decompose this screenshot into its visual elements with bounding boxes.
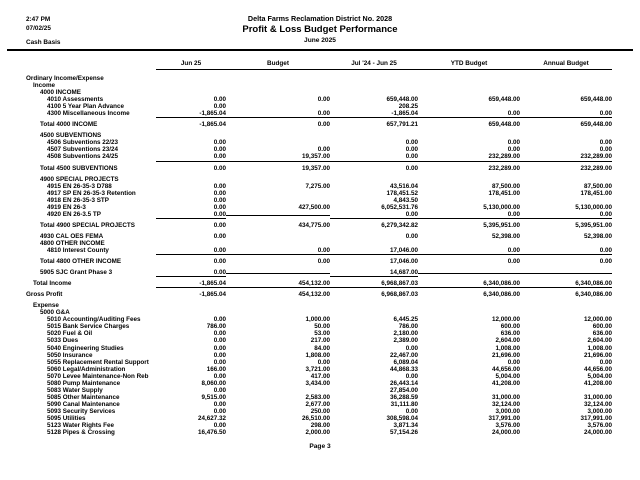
- amount-cell: 12,000.00: [583, 316, 612, 324]
- report-row: [26, 176, 612, 183]
- amount-cell: 6,279,342.82: [381, 221, 418, 229]
- spacer-cell: [26, 60, 156, 70]
- header-rule: [7, 49, 633, 51]
- account-label: 5123 Water Rights Fee: [47, 422, 114, 430]
- amount-cell: 24,000.00: [491, 429, 520, 437]
- amount-cell: 0.00: [317, 146, 330, 154]
- amount-cell: -1,865.04: [330, 110, 418, 118]
- report-period: June 2025: [304, 37, 336, 45]
- amount-cell: 786.00: [398, 323, 418, 331]
- amount-cell: 0.00: [213, 258, 226, 266]
- account-label: 4507 Subventions 23/24: [47, 146, 119, 154]
- accounting-basis: Cash Basis: [26, 39, 61, 46]
- amount-cell: 0.00: [213, 164, 226, 172]
- amount-cell: 3,000.00: [495, 407, 520, 415]
- report-row: [26, 380, 612, 387]
- amount-cell: 24,627.32: [197, 414, 226, 422]
- amount-cell: 0.00: [156, 153, 226, 161]
- amount-cell: 3,576.00: [587, 422, 612, 430]
- account-label: 5070 Levee Maintenance-Non Reb: [47, 372, 149, 380]
- account-label: Income: [33, 82, 56, 90]
- account-label: 5055 Replacement Rental Support: [47, 358, 149, 366]
- amount-cell: 232,289.00: [520, 153, 612, 161]
- amount-cell: 0.00: [213, 196, 226, 204]
- amount-cell: 0.00: [330, 211, 418, 219]
- amount-cell: 0.00: [213, 189, 226, 197]
- report-row: [26, 132, 612, 139]
- amount-cell: 32,124.00: [583, 400, 612, 408]
- account-label: 4915 EN 26-35-3 D788: [47, 182, 112, 190]
- amount-cell: 31,000.00: [491, 393, 520, 401]
- amount-cell: 5,395,951.00: [575, 221, 612, 229]
- amount-cell: 0.00: [156, 247, 226, 255]
- amount-cell: 87,500.00: [491, 182, 520, 190]
- amount-cell: 0.00: [520, 247, 612, 255]
- amount-cell: 659,448.00: [488, 121, 520, 129]
- amount-cell: 50.00: [314, 323, 330, 331]
- amount-cell: 786.00: [206, 323, 226, 331]
- amount-cell: 0.00: [599, 146, 612, 154]
- amount-cell: 0.00: [213, 139, 226, 147]
- account-label: 5090 Canal Maintenance: [47, 400, 120, 408]
- column-headers: [26, 60, 612, 70]
- amount-cell: 8,060.00: [201, 379, 226, 387]
- report-row: [26, 359, 612, 366]
- report-row: [26, 233, 612, 240]
- account-label: 5128 Pipes & Crossing: [47, 429, 115, 437]
- amount-cell: 0.00: [405, 139, 418, 147]
- report-row: [26, 345, 612, 352]
- amount-cell: 600.00: [592, 323, 612, 331]
- amount-cell: 0.00: [330, 153, 418, 161]
- amount-cell: 0.00: [213, 232, 226, 240]
- account-label: 4100 5 Year Plan Advance: [47, 103, 125, 111]
- report-body: [26, 75, 612, 436]
- company-name: Delta Farms Reclamation District No. 2028: [247, 14, 393, 23]
- account-label: 4300 Miscellaneous Income: [47, 110, 130, 118]
- report-row: [26, 165, 612, 172]
- amount-cell: [226, 215, 330, 216]
- report-row: [26, 247, 612, 254]
- amount-cell: 178,451.00: [580, 189, 612, 197]
- report-row: [26, 146, 612, 153]
- account-label: 4930 CAL OES FEMA: [40, 232, 104, 240]
- amount-cell: 0.00: [599, 358, 612, 366]
- amount-cell: 659,448.00: [386, 96, 418, 104]
- amount-cell: 166.00: [206, 365, 226, 373]
- amount-cell: 52,398.00: [491, 232, 520, 240]
- amount-cell: 2,677.00: [305, 400, 330, 408]
- amount-cell: 0.00: [226, 247, 330, 255]
- amount-cell: 3,721.00: [305, 365, 330, 373]
- amount-cell: 0.00: [213, 146, 226, 154]
- amount-cell: 41,208.00: [491, 379, 520, 387]
- amount-cell: 5,004.00: [495, 372, 520, 380]
- amount-cell: 636.00: [500, 330, 520, 338]
- amount-cell: 178,451.00: [488, 189, 520, 197]
- amount-cell: 298.00: [310, 422, 330, 430]
- amount-cell: 0.00: [520, 211, 612, 219]
- amount-cell: 0.00: [213, 422, 226, 430]
- column-header-ytd-budget: YTD Budget: [418, 60, 520, 70]
- amount-cell: 0.00: [213, 182, 226, 190]
- amount-cell: 0.00: [213, 221, 226, 229]
- account-label: Total 4900 SPECIAL PROJECTS: [40, 221, 135, 229]
- report-row: [26, 316, 612, 323]
- amount-cell: 0.00: [213, 103, 226, 111]
- report-row: [26, 422, 612, 429]
- amount-cell: 6,445.25: [393, 316, 418, 324]
- amount-cell: 0.00: [405, 372, 418, 380]
- report-row: [26, 197, 612, 204]
- amount-cell: 19,357.00: [226, 153, 330, 161]
- report-row: [26, 190, 612, 197]
- account-label: Gross Profit: [26, 291, 63, 299]
- report-row: [26, 291, 612, 298]
- report-title: Profit & Loss Budget Performance: [242, 24, 398, 36]
- account-label: 5020 Fuel & Oil: [47, 330, 93, 338]
- account-label: 5095 Utilities: [47, 414, 86, 422]
- report-row: [26, 121, 612, 128]
- account-label: 4918 EN 26-35-3 STP: [47, 196, 109, 204]
- report-row: [26, 401, 612, 408]
- account-label: 4010 Assessments: [47, 96, 104, 104]
- account-label: 5033 Dues: [47, 337, 79, 345]
- amount-cell: 0.00: [213, 203, 226, 211]
- amount-cell: 0.00: [405, 407, 418, 415]
- report-row: [26, 415, 612, 422]
- amount-cell: 52,398.00: [583, 232, 612, 240]
- report-title-block: [0, 15, 640, 45]
- amount-cell: 3,000.00: [587, 407, 612, 415]
- amount-cell: -1,865.04: [156, 280, 226, 288]
- report-row: [26, 183, 612, 190]
- report-row: [26, 240, 612, 247]
- amount-cell: 2,180.00: [393, 330, 418, 338]
- account-label: Total 4000 INCOME: [40, 121, 98, 129]
- account-label: Total 4800 OTHER INCOME: [40, 258, 122, 266]
- amount-cell: 178,451.52: [386, 189, 418, 197]
- report-row: [26, 429, 612, 436]
- amount-cell: 5,004.00: [587, 372, 612, 380]
- amount-cell: 0.00: [507, 139, 520, 147]
- account-label: 5083 Water Supply: [47, 386, 103, 394]
- report-row: [26, 222, 612, 229]
- amount-cell: 3,576.00: [495, 422, 520, 430]
- report-row: [26, 302, 612, 309]
- amount-cell: 1,008.00: [587, 344, 612, 352]
- amount-cell: 0.00: [317, 121, 330, 129]
- amount-cell: 6,089.04: [393, 358, 418, 366]
- amount-cell: 16,476.50: [197, 429, 226, 437]
- amount-cell: 2,389.00: [393, 337, 418, 345]
- generated-date: 07/02/25: [26, 25, 51, 32]
- amount-cell: 0.00: [507, 358, 520, 366]
- amount-cell: 454,132.00: [226, 280, 330, 288]
- account-label: 5093 Security Services: [47, 407, 116, 415]
- amount-cell: 0.00: [405, 344, 418, 352]
- amount-cell: 57,154.26: [389, 429, 418, 437]
- report-row: [26, 75, 612, 82]
- account-label: Expense: [33, 302, 59, 310]
- amount-cell: -1,865.04: [199, 121, 226, 129]
- amount-cell: 53.00: [314, 330, 330, 338]
- report-row: [26, 352, 612, 359]
- amount-cell: 2,604.00: [587, 337, 612, 345]
- account-label: 5015 Bank Service Charges: [47, 323, 130, 331]
- amount-cell: 14,687.00: [330, 269, 418, 277]
- report-row: [26, 330, 612, 337]
- amount-cell: 6,340,086.00: [483, 291, 520, 299]
- amount-cell: 0.00: [213, 344, 226, 352]
- report-row: [26, 258, 612, 265]
- generated-time: 2:47 PM: [26, 16, 51, 23]
- amount-cell: 208.25: [398, 103, 418, 111]
- amount-cell: 434,775.00: [298, 221, 330, 229]
- amount-cell: 41,208.00: [583, 379, 612, 387]
- amount-cell: 0.00: [405, 164, 418, 172]
- amount-cell: 2,583.00: [305, 393, 330, 401]
- amount-cell: 232,289.00: [418, 153, 520, 161]
- amount-cell: 5,395,951.00: [483, 221, 520, 229]
- account-label: Total Income: [33, 280, 72, 288]
- account-label: 4000 INCOME: [40, 89, 81, 97]
- amount-cell: 0.00: [213, 400, 226, 408]
- amount-cell: 232,289.00: [488, 164, 520, 172]
- amount-cell: 0.00: [520, 110, 612, 118]
- report-row: [26, 96, 612, 103]
- report-row: [26, 269, 612, 276]
- amount-cell: 250.00: [310, 407, 330, 415]
- amount-cell: 17,046.00: [330, 247, 418, 255]
- column-header-jun25: Jun 25: [156, 60, 226, 70]
- amount-cell: 659,448.00: [488, 96, 520, 104]
- account-label: 5010 Accounting/Auditing Fees: [47, 316, 141, 324]
- amount-cell: 26,443.14: [389, 379, 418, 387]
- report-row: [26, 323, 612, 330]
- amount-cell: 0.00: [213, 372, 226, 380]
- amount-cell: 2,000.00: [305, 429, 330, 437]
- account-label: 5085 Other Maintenance: [47, 393, 120, 401]
- account-label: 4900 SPECIAL PROJECTS: [40, 175, 119, 183]
- amount-cell: 6,340,086.00: [520, 280, 612, 288]
- amount-cell: 659,448.00: [580, 96, 612, 104]
- report-row: [26, 110, 612, 117]
- amount-cell: 31,000.00: [583, 393, 612, 401]
- amount-cell: 6,968,867.03: [330, 280, 418, 288]
- report-row: [26, 309, 612, 316]
- amount-cell: 0.00: [599, 139, 612, 147]
- amount-cell: 5,130,000.00: [575, 203, 612, 211]
- amount-cell: 43,516.04: [389, 182, 418, 190]
- amount-cell: 1,808.00: [305, 351, 330, 359]
- account-label: 4500 SUBVENTIONS: [40, 132, 102, 140]
- amount-cell: 32,124.00: [491, 400, 520, 408]
- amount-cell: 308,598.04: [386, 414, 418, 422]
- amount-cell: 22,467.00: [389, 351, 418, 359]
- account-label: Total 4500 SUBVENTIONS: [40, 164, 118, 172]
- amount-cell: 454,132.00: [298, 291, 330, 299]
- amount-cell: 0.00: [317, 258, 330, 266]
- amount-cell: 9,515.00: [201, 393, 226, 401]
- account-label: 5040 Engineering Studies: [47, 344, 124, 352]
- amount-cell: 0.00: [418, 247, 520, 255]
- report-row: [26, 103, 612, 110]
- amount-cell: 36,288.59: [389, 393, 418, 401]
- account-label: 4919 EN 26-3: [47, 203, 86, 211]
- amount-cell: [226, 273, 330, 274]
- report-row: [26, 82, 612, 89]
- page-number: Page 3: [309, 443, 331, 450]
- report-row: [26, 408, 612, 415]
- amount-cell: 17,046.00: [389, 258, 418, 266]
- amount-cell: 44,656.00: [583, 365, 612, 373]
- account-label: 4506 Subventions 22/23: [47, 139, 119, 147]
- report-row: [26, 280, 612, 287]
- report-row: [26, 337, 612, 344]
- amount-cell: 0.00: [226, 110, 330, 118]
- amount-cell: [520, 273, 612, 274]
- column-header-budget: Budget: [226, 60, 330, 70]
- amount-cell: 0.00: [418, 110, 520, 118]
- column-header-ytd-actual: Jul '24 - Jun 25: [330, 60, 418, 70]
- amount-cell: 2,604.00: [495, 337, 520, 345]
- amount-cell: 84.00: [314, 344, 330, 352]
- amount-cell: 44,868.33: [389, 365, 418, 373]
- report-row: [26, 89, 612, 96]
- amount-cell: 636.00: [592, 330, 612, 338]
- amount-cell: 657,791.21: [386, 121, 418, 129]
- account-label: 4920 EN 26-3.5 TP: [47, 210, 101, 218]
- amount-cell: 659,448.00: [580, 121, 612, 129]
- amount-cell: 1,008.00: [495, 344, 520, 352]
- amount-cell: 21,696.00: [583, 351, 612, 359]
- account-label: 5050 Insurance: [47, 351, 93, 359]
- account-label: 5000 G&A: [40, 309, 70, 317]
- amount-cell: 24,000.00: [583, 429, 612, 437]
- account-label: 4800 OTHER INCOME: [40, 239, 105, 247]
- report-row: [26, 211, 612, 218]
- amount-cell: 87,500.00: [583, 182, 612, 190]
- amount-cell: 3,871.34: [393, 422, 418, 430]
- amount-cell: -1,865.04: [199, 291, 226, 299]
- amount-cell: 5,130,000.00: [483, 203, 520, 211]
- account-label: 5060 Legal/Administration: [47, 365, 126, 373]
- amount-cell: 27,854.00: [389, 386, 418, 394]
- amount-cell: 217.00: [310, 337, 330, 345]
- amount-cell: 0.00: [213, 316, 226, 324]
- amount-cell: 31,111.80: [390, 400, 418, 408]
- amount-cell: 0.00: [405, 146, 418, 154]
- account-label: 4810 Interest County: [47, 246, 109, 254]
- amount-cell: 19,357.00: [301, 164, 330, 172]
- amount-cell: 232,289.00: [580, 164, 612, 172]
- report-row: [26, 373, 612, 380]
- amount-cell: 0.00: [507, 146, 520, 154]
- amount-cell: 0.00: [213, 96, 226, 104]
- amount-cell: 0.00: [418, 211, 520, 219]
- amount-cell: 0.00: [317, 96, 330, 104]
- amount-cell: 417.00: [310, 372, 330, 380]
- amount-cell: 0.00: [156, 211, 226, 219]
- amount-cell: 0.00: [405, 232, 418, 240]
- report-row: [26, 394, 612, 401]
- amount-cell: 0.00: [213, 358, 226, 366]
- amount-cell: 44,656.00: [491, 365, 520, 373]
- column-header-annual-budget: Annual Budget: [520, 60, 612, 70]
- amount-cell: [418, 273, 520, 274]
- amount-cell: 427,500.00: [298, 203, 330, 211]
- amount-cell: 4,843.50: [393, 196, 418, 204]
- amount-cell: 0.00: [599, 258, 612, 266]
- amount-cell: 12,000.00: [491, 316, 520, 324]
- account-label: 5905 SJC Grant Phase 3: [40, 269, 113, 277]
- amount-cell: 0.00: [213, 337, 226, 345]
- amount-cell: 3,434.00: [305, 379, 330, 387]
- amount-cell: 6,968,867.03: [381, 291, 418, 299]
- amount-cell: 0.00: [213, 351, 226, 359]
- amount-cell: 0.00: [156, 269, 226, 277]
- amount-cell: 0.00: [213, 330, 226, 338]
- amount-cell: 0.00: [507, 258, 520, 266]
- amount-cell: 21,696.00: [491, 351, 520, 359]
- report-row: [26, 387, 612, 394]
- report-row: [26, 153, 612, 160]
- amount-cell: 7,275.00: [305, 182, 330, 190]
- account-label: 4508 Subventions 24/25: [47, 153, 119, 161]
- report-row: [26, 139, 612, 146]
- amount-cell: -1,865.04: [156, 110, 226, 118]
- account-label: 4917 SP EN 26-35-3 Retention: [47, 189, 136, 197]
- report-row: [26, 204, 612, 211]
- account-label: Ordinary Income/Expense: [26, 75, 104, 82]
- amount-cell: 0.00: [213, 386, 226, 394]
- amount-cell: 0.00: [213, 407, 226, 415]
- amount-cell: 1,000.00: [305, 316, 330, 324]
- amount-cell: 0.00: [317, 358, 330, 366]
- amount-cell: 6,340,086.00: [418, 280, 520, 288]
- account-label: 5080 Pump Maintenance: [47, 379, 121, 387]
- amount-cell: 600.00: [500, 323, 520, 331]
- amount-cell: 26,510.00: [301, 414, 330, 422]
- report-row: [26, 366, 612, 373]
- amount-cell: 317,991.00: [488, 414, 520, 422]
- amount-cell: 317,991.00: [580, 414, 612, 422]
- amount-cell: 6,340,086.00: [575, 291, 612, 299]
- amount-cell: 6,052,531.76: [381, 203, 418, 211]
